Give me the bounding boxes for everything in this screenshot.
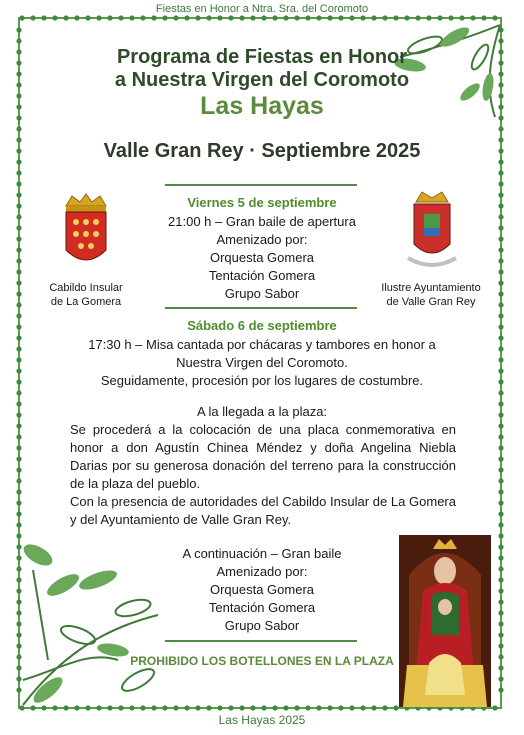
frame-dot xyxy=(16,335,21,340)
frame-dot xyxy=(498,258,503,263)
frame-dot xyxy=(16,412,21,417)
friday-line: 21:00 h – Gran baile de apertura xyxy=(168,214,356,229)
header-caption: Fiestas en Honor a Ntra. Sra. del Coromoto xyxy=(155,3,369,15)
plaque-paragraph: Se procederá a la colocación de una placa conmemorativa en honor a don Agustín Chinea Méndez y doña Angelina Niebla Darias por su generosa donación del terreno para la construcción de la plaza del pueblo. xyxy=(70,422,456,491)
frame-dot xyxy=(16,423,21,428)
frame-dot xyxy=(239,705,244,710)
frame-dot xyxy=(16,192,21,197)
frame-dot xyxy=(16,126,21,131)
after-line: Orquesta Gomera xyxy=(209,582,315,597)
frame-dot xyxy=(16,456,21,461)
frame-dot xyxy=(498,588,503,593)
frame-dot xyxy=(16,93,21,98)
frame-dot xyxy=(217,705,222,710)
frame-dot xyxy=(498,368,503,373)
frame-dot xyxy=(272,15,277,20)
frame-dot xyxy=(360,15,365,20)
frame-dot xyxy=(382,705,387,710)
frame-dot xyxy=(498,687,503,692)
frame-dot xyxy=(16,203,21,208)
frame-dot xyxy=(349,705,354,710)
frame-dot xyxy=(498,357,503,362)
frame-dot xyxy=(498,599,503,604)
frame-dot xyxy=(16,269,21,274)
frame-dot xyxy=(393,705,398,710)
frame-dot xyxy=(63,15,68,20)
frame-dot xyxy=(498,632,503,637)
frame-dot xyxy=(16,38,21,43)
frame-dot xyxy=(498,665,503,670)
frame-dot xyxy=(498,324,503,329)
frame-dot xyxy=(272,705,277,710)
logo-right-label: Ilustre Ayuntamiento de Valle Gran Rey xyxy=(381,282,481,308)
frame-dot xyxy=(498,577,503,582)
subtitle: Las Hayas xyxy=(200,92,324,120)
frame-dot xyxy=(498,676,503,681)
frame-dot xyxy=(206,15,211,20)
frame-dot xyxy=(195,15,200,20)
frame-dot xyxy=(16,170,21,175)
frame-dot xyxy=(498,181,503,186)
authorities-paragraph: Con la presencia de autoridades del Cabildo Insular de La Gomera y del Ayuntamiento de Valle Gran Rey. xyxy=(70,494,456,527)
frame-dot xyxy=(316,15,321,20)
frame-dot xyxy=(16,390,21,395)
frame-dot xyxy=(184,15,189,20)
frame-dot xyxy=(16,291,21,296)
virgin-statue-image xyxy=(399,535,491,707)
frame-dot xyxy=(16,379,21,384)
frame-dot xyxy=(16,357,21,362)
frame-dot xyxy=(498,302,503,307)
divider-3 xyxy=(165,640,357,642)
frame-dot xyxy=(96,15,101,20)
frame-dot xyxy=(498,159,503,164)
frame-dot xyxy=(16,159,21,164)
frame-dot xyxy=(16,500,21,505)
saturday-heading: Sábado 6 de septiembre xyxy=(187,318,337,333)
frame-dot xyxy=(498,500,503,505)
frame-dot xyxy=(16,467,21,472)
frame-dot xyxy=(498,313,503,318)
after-line: Grupo Sabor xyxy=(224,618,300,633)
frame-dot xyxy=(498,346,503,351)
saturday-line: 17:30 h – Misa cantada por chácaras y tambores en honor a xyxy=(88,337,436,352)
frame-dot xyxy=(19,15,24,20)
frame-dot xyxy=(16,258,21,263)
frame-dot xyxy=(498,643,503,648)
frame-dot xyxy=(173,705,178,710)
frame-dot xyxy=(16,247,21,252)
friday-line: Grupo Sabor xyxy=(224,286,300,301)
frame-dot xyxy=(498,434,503,439)
frame-dot xyxy=(206,705,211,710)
frame-dot xyxy=(498,214,503,219)
divider-1 xyxy=(165,184,357,186)
frame-dot xyxy=(498,280,503,285)
frame-dot xyxy=(16,181,21,186)
friday-line: Tentación Gomera xyxy=(208,268,316,283)
friday-heading: Viernes 5 de septiembre xyxy=(187,195,337,210)
after-line: Amenizado por: xyxy=(216,564,308,579)
friday-line: Amenizado por: xyxy=(216,232,308,247)
frame-dot xyxy=(498,610,503,615)
frame-dot xyxy=(498,247,503,252)
frame-dot xyxy=(151,15,156,20)
frame-dot xyxy=(283,705,288,710)
frame-dot xyxy=(16,346,21,351)
frame-dot xyxy=(498,401,503,406)
frame-dot xyxy=(498,621,503,626)
frame-dot xyxy=(16,533,21,538)
frame-dot xyxy=(16,324,21,329)
frame-dot xyxy=(261,15,266,20)
frame-dot xyxy=(498,225,503,230)
frame-dot xyxy=(338,15,343,20)
frame-dot xyxy=(184,705,189,710)
frame-dot xyxy=(498,170,503,175)
frame-dot xyxy=(16,522,21,527)
friday-line: Orquesta Gomera xyxy=(209,250,315,265)
frame-dot xyxy=(283,15,288,20)
frame-dot xyxy=(498,137,503,142)
frame-dot xyxy=(140,15,145,20)
frame-dot xyxy=(498,544,503,549)
frame-dot xyxy=(498,335,503,340)
frame-dot xyxy=(316,705,321,710)
frame-dot xyxy=(16,280,21,285)
frame-dot xyxy=(498,423,503,428)
main-title xyxy=(60,46,464,92)
frame-dot xyxy=(16,236,21,241)
frame-dot xyxy=(16,71,21,76)
frame-dot xyxy=(16,148,21,153)
frame-dot xyxy=(16,489,21,494)
frame-dot xyxy=(498,379,503,384)
frame-dot xyxy=(16,313,21,318)
frame-dot xyxy=(349,15,354,20)
main-title-line1: Programa de Fiestas en Honor xyxy=(116,46,408,68)
frame-dot xyxy=(498,522,503,527)
frame-dot xyxy=(16,511,21,516)
frame-dot xyxy=(498,390,503,395)
frame-dot xyxy=(498,126,503,131)
frame-dot xyxy=(52,15,57,20)
frame-dot xyxy=(30,15,35,20)
frame-dot xyxy=(195,705,200,710)
frame-dot xyxy=(16,225,21,230)
frame-dot xyxy=(162,15,167,20)
frame-dot xyxy=(16,49,21,54)
frame-dot xyxy=(498,192,503,197)
frame-dot xyxy=(327,705,332,710)
frame-dot xyxy=(498,511,503,516)
logo-left-label: Cabildo Insular de La Gomera xyxy=(49,282,123,308)
frame-dot xyxy=(16,401,21,406)
frame-dot xyxy=(228,705,233,710)
frame-dot xyxy=(16,434,21,439)
frame-dot xyxy=(492,705,497,710)
frame-dot xyxy=(498,269,503,274)
frame-dot xyxy=(261,705,266,710)
frame-dot xyxy=(250,705,255,710)
frame-dot xyxy=(173,15,178,20)
frame-dot xyxy=(16,214,21,219)
plaza-intro: A la llegada a la plaza: xyxy=(196,404,328,419)
frame-dot xyxy=(16,27,21,32)
frame-dot xyxy=(16,82,21,87)
frame-dot xyxy=(250,15,255,20)
frame-dot xyxy=(338,705,343,710)
frame-dot xyxy=(16,445,21,450)
frame-dot xyxy=(228,15,233,20)
frame-dot xyxy=(217,15,222,20)
frame-dot xyxy=(360,705,365,710)
frame-dot xyxy=(498,236,503,241)
frame-dot xyxy=(498,412,503,417)
frame-dot xyxy=(498,478,503,483)
frame-dot xyxy=(498,148,503,153)
saturday-line: Seguidamente, procesión por los lugares de costumbre. xyxy=(100,373,424,388)
frame-dot xyxy=(294,15,299,20)
after-line: Tentación Gomera xyxy=(208,600,316,615)
frame-dot xyxy=(85,15,90,20)
frame-dot xyxy=(498,467,503,472)
frame-dot xyxy=(498,566,503,571)
frame-dot xyxy=(498,654,503,659)
frame-dot xyxy=(41,15,46,20)
saturday-line: Nuestra Virgen del Coromoto. xyxy=(176,355,348,370)
frame-dot xyxy=(498,489,503,494)
warning-text: PROHIBIDO LOS BOTELLONES EN LA PLAZA xyxy=(130,654,394,668)
frame-dot xyxy=(16,368,21,373)
frame-dot xyxy=(16,478,21,483)
frame-dot xyxy=(498,445,503,450)
main-title-line2: a Nuestra Virgen del Coromoto xyxy=(114,69,410,91)
footer-caption: Las Hayas 2025 xyxy=(218,713,306,727)
frame-dot xyxy=(498,291,503,296)
frame-dot xyxy=(239,15,244,20)
frame-dot xyxy=(74,15,79,20)
frame-dot xyxy=(498,456,503,461)
frame-dot xyxy=(16,104,21,109)
divider-2 xyxy=(165,307,357,309)
frame-dot xyxy=(107,15,112,20)
frame-dot xyxy=(16,115,21,120)
frame-dot xyxy=(16,60,21,65)
frame-dot xyxy=(16,302,21,307)
frame-dot xyxy=(498,555,503,560)
frame-dot xyxy=(371,705,376,710)
frame-dot xyxy=(305,15,310,20)
frame-dot xyxy=(498,533,503,538)
place-date: Valle Gran Rey · Septiembre 2025 xyxy=(103,140,421,162)
after-line: A continuación – Gran baile xyxy=(182,546,342,561)
frame-dot xyxy=(16,137,21,142)
frame-dot xyxy=(294,705,299,710)
frame-dot xyxy=(129,15,134,20)
frame-dot xyxy=(327,15,332,20)
frame-dot xyxy=(305,705,310,710)
frame-dot xyxy=(498,203,503,208)
frame-dot xyxy=(118,15,123,20)
